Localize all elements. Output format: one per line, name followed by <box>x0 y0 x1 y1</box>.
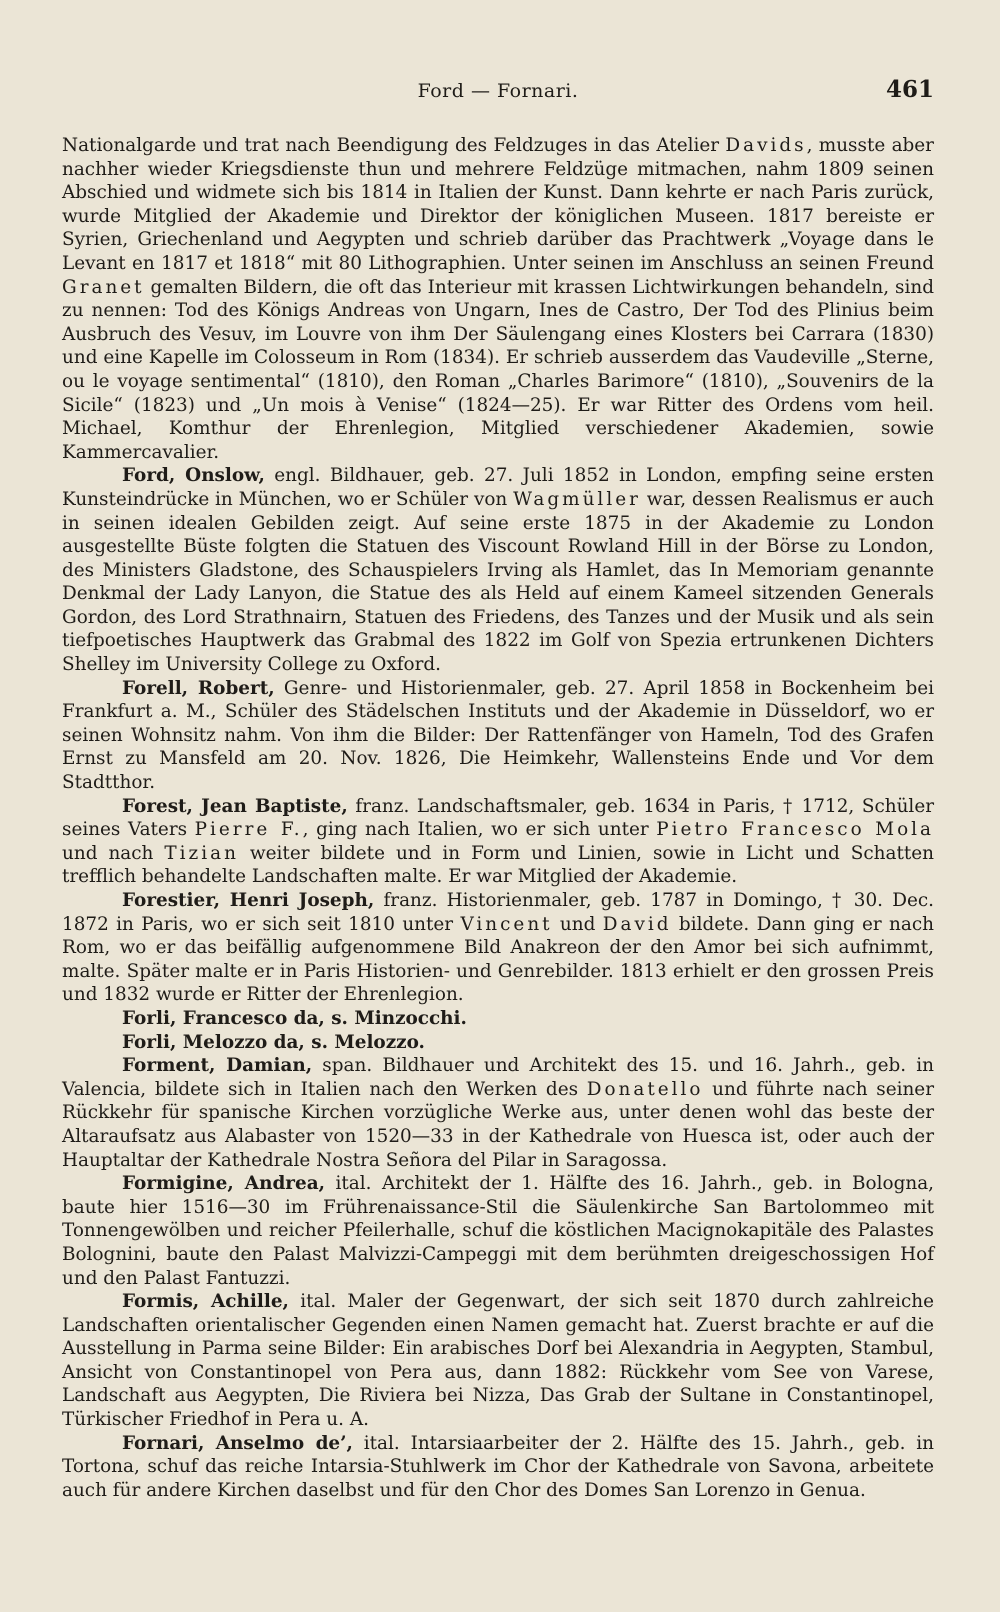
running-header <box>62 72 934 112</box>
entry-text: , ging nach Italien, wo er sich unter <box>302 819 657 841</box>
entry-text: und <box>552 913 603 935</box>
entry-text: weiter bildete und in Form und Linien, sowie in Licht und Schatten trefflich behandelte Landschaften malte. Er war Mitglied der Akademie. <box>62 842 935 888</box>
entry-headword: Formigine, Andrea, <box>122 1173 326 1195</box>
spaced-name: Davids <box>725 135 807 156</box>
dictionary-entries <box>62 134 934 1502</box>
entry-paragraph <box>62 1172 934 1290</box>
entry-text: Genre- und Historienmaler, geb. 27. April 1858 in Bockenheim bei Frankfurt a. M., Schüler des Städelschen Instituts und der Akademie in Düsseldorf, wo er seinen Wohnsitz nahm. Von ihm die Bilder: Der Rattenfänger von Hameln, Tod des Grafen Ernst zu Mansfeld am 20. Nov. 1826, Die Heimkehr, Wallensteins Ende und Vor dem Stadtthor. <box>62 677 934 794</box>
entry-text: bildete. Dann ging er nach Rom, wo er das beifällig aufgenommene Bild Anakreon der den Amor bei sich aufnimmt, malte. Später malte er in Paris Historien- und Genrebilder. 1813 erhielt er den grossen Preis und 1832 wurde er Ritter der Ehrenlegion. <box>62 913 935 1006</box>
spaced-name: David <box>602 913 672 935</box>
spaced-name: Granet <box>62 276 145 298</box>
entry-text: ital. Intarsiaarbeiter der 2. Hälfte des 15. Jahrh., geb. in Tortona, schuf das reiche Intarsia-Stuhlwerk im Chor der Kathedrale von Savona, arbeitete auch für andere Kirchen daselbst und für den Chor des Domes San Lorenzo in Genua. <box>62 1432 934 1501</box>
entry-headword: Ford, Onslow, <box>122 465 265 487</box>
spaced-name: Pierre F. <box>194 819 303 841</box>
entry-headword: Formis, Achille, <box>122 1291 289 1313</box>
running-title: Ford — Fornari. <box>417 80 579 102</box>
entry-headword: Forli, Melozzo da, s. Melozzo. <box>122 1031 425 1053</box>
entry-text: franz. Landschaftsmaler, geb. 1634 in Paris, † 1712, Schüler seines Vaters <box>62 795 934 841</box>
continuation-paragraph <box>62 134 934 464</box>
entry-headword: Fornari, Anselmo de’, <box>122 1432 353 1454</box>
entry-text: ital. Maler der Gegenwart, der sich seit 1870 durch zahlreiche Landschaften orientalischer Gegenden einen Namen gemacht hat. Zuerst brachte er auf die Ausstellung in Parma seine Bilder: Ein arabisches Dorf bei Alexandria in Aegypten, Stambul, Ansicht von Constantinopel von Pera aus, dann 1882: Rückkehr vom See von Varese, Landschaft aus Aegypten, Die Riviera bei Nizza, Das Grab der Sultane in Constantinopel, Türkischer Friedhof in Pera u. A. <box>62 1291 934 1431</box>
page-number: 461 <box>885 76 934 103</box>
entry-headword: Forest, Jean Baptiste, <box>122 795 348 817</box>
entry-text: und nach <box>62 842 165 864</box>
entry-paragraph <box>62 1054 934 1172</box>
entry-paragraph <box>62 1007 934 1031</box>
entry-headword: Forestier, Henri Joseph, <box>122 890 375 911</box>
entry-text: franz. Historienmaler, geb. 1787 in Domingo, † 30. Dec. 1872 in Paris, wo er sich seit 1810 unter <box>62 890 934 935</box>
spaced-name: Tizian <box>164 842 239 864</box>
entry-headword: Forell, Robert, <box>122 677 275 699</box>
entry-paragraph <box>62 677 934 795</box>
entry-paragraph <box>62 795 934 889</box>
entry-text: war, dessen Realismus er auch in seinen idealen Gebilden zeigt. Auf seine erste 1875 in der Akademie zu London ausgestellte Büste folgten die Statuen des Viscount Rowland Hill in der Börse zu London, des Ministers Gladstone, des Schauspielers Irving als Hamlet, das In Memoriam genannte Denkmal der Lady Lanyon, die Statue des als Held auf einem Kameel sitzenden Generals Gordon, des Lord Strathnairn, Statuen des Friedens, des Tanzes und der Musik und als sein tiefpoetisches Hauptwerk das Grabmal des 1822 im Golf von Spezia ertrunkenen Dichters Shelley im University College zu Oxford. <box>62 488 934 676</box>
entry-text: Nationalgarde und trat nach Beendigung des Feldzuges in das Atelier <box>62 135 726 156</box>
spaced-name: Donatello <box>586 1078 704 1100</box>
entry-paragraph <box>62 1290 934 1432</box>
spaced-name: Wagmüller <box>513 488 641 510</box>
entry-text: engl. Bildhauer, geb. 27. Juli 1852 in London, empfing seine ersten Kunsteindrücke in München, wo er Schüler von <box>62 465 934 510</box>
entry-headword: Forment, Damian, <box>122 1055 313 1077</box>
entry-headword: Forli, Francesco da, s. Minzocchi. <box>122 1007 467 1029</box>
entry-paragraph <box>62 889 934 1007</box>
entry-text: span. Bildhauer und Architekt des 15. und 16. Jahrh., geb. in Valencia, bildete sich in Italien nach den Werken des <box>62 1055 934 1100</box>
entry-paragraph <box>62 1031 934 1055</box>
entry-text: ital. Architekt der 1. Hälfte des 16. Jahrh., geb. in Bologna, baute hier 1516—30 im Frührenaissance-Stil die Säulenkirche San Bartolommeo mit Tonnengewölben und reicher Pfeilerhalle, schuf die köstlichen Macignokapitäle des Palastes Bolognini, baute den Palast Malvizzi-Campeggi mit dem berühmten dreigeschossigen Hof und den Palast Fantuzzi. <box>62 1173 935 1289</box>
spaced-name: Vincent <box>460 913 553 935</box>
entry-paragraph <box>62 464 934 676</box>
entry-text: und führte nach seiner Rückkehr für spanische Kirchen vorzügliche Werke aus, unter denen wohl das beste der Altaraufsatz aus Alabaster von 1520—33 in der Kathedrale von Huesca ist, oder auch der Hauptaltar der Kathedrale Nostra Señora del Pilar in Saragossa. <box>62 1078 934 1171</box>
entry-text: , musste aber nachher wieder Kriegsdienste thun und mehrere Feldzüge mitmachen, nahm 1809 seinen Abschied und widmete sich bis 1814 in Italien der Kunst. Dann kehrte er nach Paris zurück, wurde Mitglied der Akademie und Direktor der königlichen Museen. 1817 bereiste er Syrien, Griechenland und Aegypten und schrieb darüber das Prachtwerk „Voyage dans le Levant en 1817 et 1818“ mit 80 Lithographien. Unter seinen im Anschluss an seinen Freund <box>62 135 934 274</box>
entry-paragraph <box>62 1432 934 1503</box>
spaced-name: Pietro Francesco Mola <box>656 819 935 841</box>
entry-text: gemalten Bildern, die oft das Interieur mit krassen Lichtwirkungen behandeln, sind zu nennen: Tod des Königs Andreas von Ungarn, Ines de Castro, Der Tod des Plinius beim Ausbruch des Vesuv, im Louvre von ihm Der Säulengang eines Klosters bei Carrara (1830) und eine Kapelle im Colosseum in Rom (1834). Er schrieb ausserdem das Vaudeville „Sterne, ou le voyage sentimental“ (1810), den Roman „Charles Barimore“ (1810), „Souvenirs de la Sicile“ (1823) und „Un mois à Venise“ (1824—25). Er war Ritter des Ordens vom heil. Michael, Komthur der Ehrenlegion, Mitglied verschiedener Akademien, sowie Kammercavalier. <box>62 276 934 463</box>
